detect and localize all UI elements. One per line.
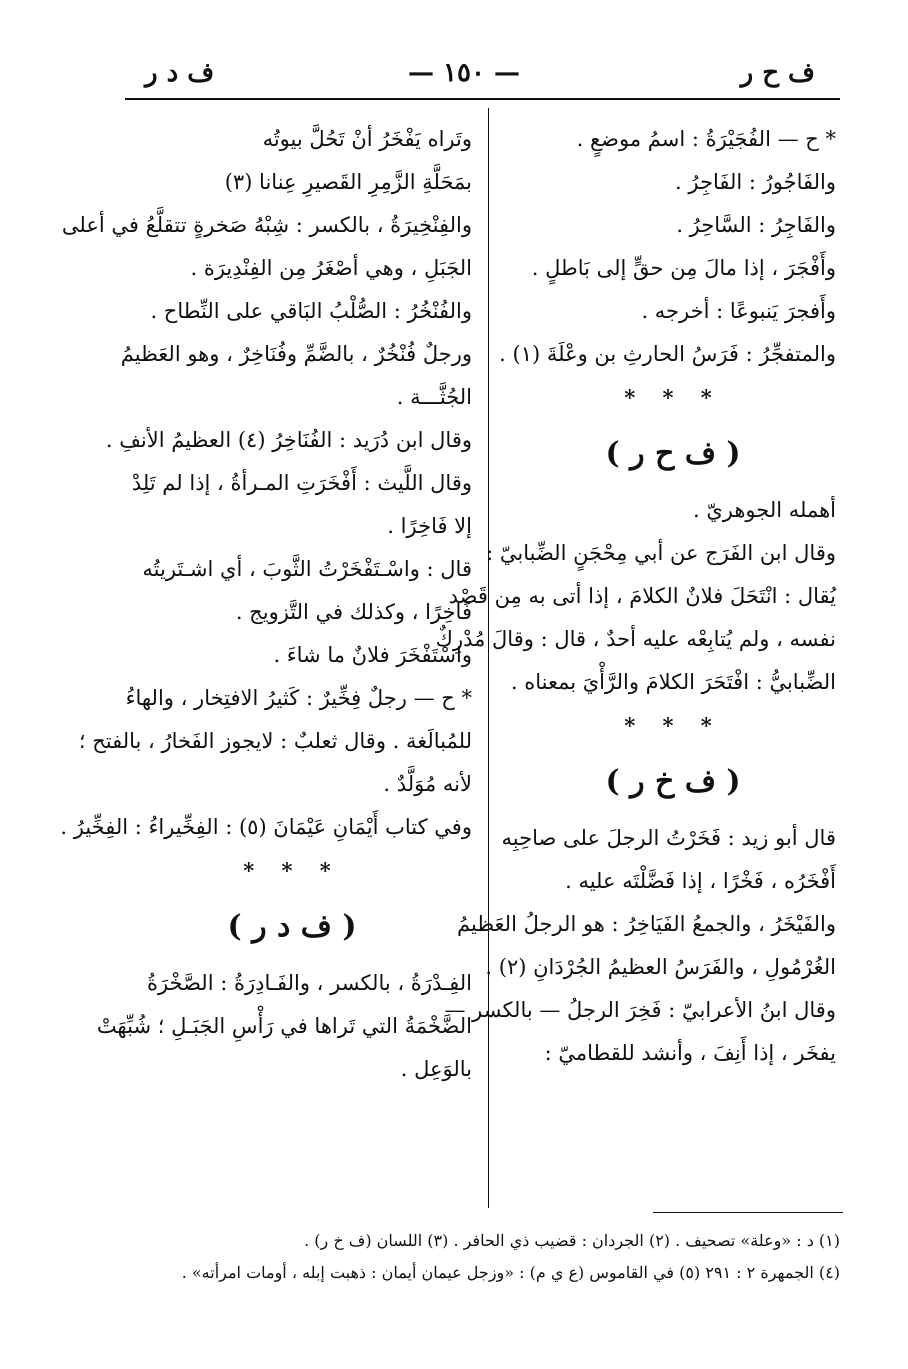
text-line: وفي كتاب أَيْمَانِ عَيْمَانَ (٥) : الفِخِّيراءُ : الفِخِّيرُ . [60, 815, 472, 839]
text-line: وقال ابنُ الأعرابيّ : فَخِرَ الرجلُ — بالكسر — [444, 998, 836, 1022]
page-number: — ١٥٠ — [407, 58, 520, 88]
footnote-line: (٤) الجمهرة ٢ : ٢٩١ (٥) في القاموس (ع ي م) : «وزجل عيمان أيمان : ذهبت إبله ، أومات امرأته» . [181, 1263, 840, 1282]
text-line: الغُرْمُولِ ، والفَرَسُ العظيمُ الجُرْدَانِ (٢) . [485, 955, 836, 979]
header-rule [125, 98, 840, 100]
entry-heading: ( ف خ ر ) [605, 764, 741, 799]
text-line: والفَاجُورُ : الفَاجِرُ . [675, 170, 836, 194]
left-column [60, 118, 472, 1091]
text-line: والفُنْخُرُ : الصُّلْبُ البَاقي على النِّطاح . [150, 299, 472, 323]
text-line: الفِـدْرَةُ ، بالكسر ، والفَـادِرَةُ : الصَّخْرَةُ [146, 971, 472, 995]
text-line: بالوَعِل . [400, 1057, 472, 1081]
section-separator: * * * [243, 858, 341, 883]
right-column [435, 118, 836, 1075]
text-line: يفخَر ، إذا أَنِفَ ، وأنشد للقطاميّ : [544, 1041, 836, 1065]
text-line: قال : واسْـتَفْخَرْتُ الثَّوبَ ، أي اشـتَريتُه [142, 557, 472, 581]
text-line: أَفْخَرُه ، فَخْرًا ، إذا فَضَّلْتَه عليه . [565, 869, 836, 893]
entry-heading: ( ف د ر ) [227, 909, 357, 944]
text-line: يُقال : انْتَحَلَ فلانٌ الكلامَ ، إذا أتى به مِن قَصْد [448, 584, 836, 608]
text-line: أهمله الجوهريّ . [692, 498, 836, 522]
text-line: الضِّبابيُّ : افْتَحَرَ الكلامَ والرَّأْيَ بمعناه . [510, 670, 836, 694]
text-line: وأَفْجَرَ ، إذا مالَ مِن حقٍّ إلى بَاطلٍ . [531, 256, 836, 280]
header-root-left: ف د ر [145, 58, 215, 88]
header-root-right: ف ح ر [740, 58, 815, 88]
text-line: * ح — رجلٌ فِخِّيرٌ : كَثيرُ الافتِخار ، والهاءُ [125, 686, 472, 710]
text-line: الجَبَلِ ، وهي أصْغَرُ مِن الفِنْدِيرَة . [190, 256, 472, 280]
section-separator: * * * [624, 713, 722, 738]
text-line: والمتفجِّرُ : فَرَسُ الحارثِ بن وعْلَةَ (١) . [499, 342, 836, 366]
text-line: والفِنْخِيرَةُ ، بالكسر : شِبْهُ صَخرةٍ تتقلَّعُ في أعلى [61, 213, 472, 237]
text-line: والفَيْخَرُ ، والجمعُ الفَيَاخِرُ : هو الرجلُ العَظيمُ [457, 912, 836, 936]
text-line: واسْتَفْخَرَ فلانٌ ما شاءَ . [273, 643, 472, 667]
page-header [125, 58, 815, 94]
verse-line: بمَحَلَّةِ الزَّمِرِ القَصيرِ عِنانا (٣) [224, 170, 472, 194]
verse-line: وتَراه يَفْخَرُ أنْ تَحُلَّ بيوتُه [262, 127, 472, 151]
text-line: الضَّخْمَةُ التي تَراها في رَأْسِ الجَبَـلِ ؛ شُبِّهَتْ [96, 1014, 472, 1038]
text-line: وأَفجرَ يَنبوعًا : أخرجه . [641, 299, 836, 323]
text-line: نفسه ، ولم يُتابِعْه عليه أحدٌ ، قال : وقالَ مُدْرِكٌ [435, 627, 836, 651]
footnotes [150, 1225, 840, 1289]
text-line: والفَاجِرُ : السَّاحِرُ . [676, 213, 836, 237]
footnote-rule [653, 1212, 843, 1213]
section-separator: * * * [624, 385, 722, 410]
text-line: وقال ابن الفَرَج عن أبي مِحْجَنٍ الضِّبابيّ : [486, 541, 836, 565]
text-line: إلا فَاخِرًا . [387, 514, 472, 538]
footnote-line: (١) د : «وعلة» تصحيف . (٢) الجردان : قضيب ذي الحافر . (٣) اللسان (ف خ ر) . [304, 1231, 840, 1250]
text-line: ورجلٌ فُنْخُرٌ ، بالضَّمِّ وفُنَاخِرٌ ، وهو العَظيمُ [120, 342, 472, 366]
text-line: قال أبو زيد : فَخَرْتُ الرجلَ على صاحِبِه [501, 826, 836, 850]
text-line: * ح — الفُجَيْرَةُ : اسمُ موضعٍ . [576, 127, 836, 151]
text-line: وقال ابن دُرَيد : الفُنَاخِرُ (٤) العظيمُ الأنفِ . [105, 428, 472, 452]
text-line: لأنه مُوَلَّدٌ . [383, 772, 472, 796]
text-line: الجُثَّـــة . [396, 385, 472, 409]
text-line: وقال اللَّيث : أَفْخَرَتِ المـرأةُ ، إذا لم تَلِدْ [131, 471, 472, 495]
text-line: للمُبالَغة . وقال ثعلبٌ : لايجوز الفَخارُ ، بالفتح ؛ [78, 729, 472, 753]
text-line: فَاخِرًا ، وكذلك في التَّزويج . [235, 600, 472, 624]
entry-heading: ( ف ح ر ) [605, 436, 741, 471]
